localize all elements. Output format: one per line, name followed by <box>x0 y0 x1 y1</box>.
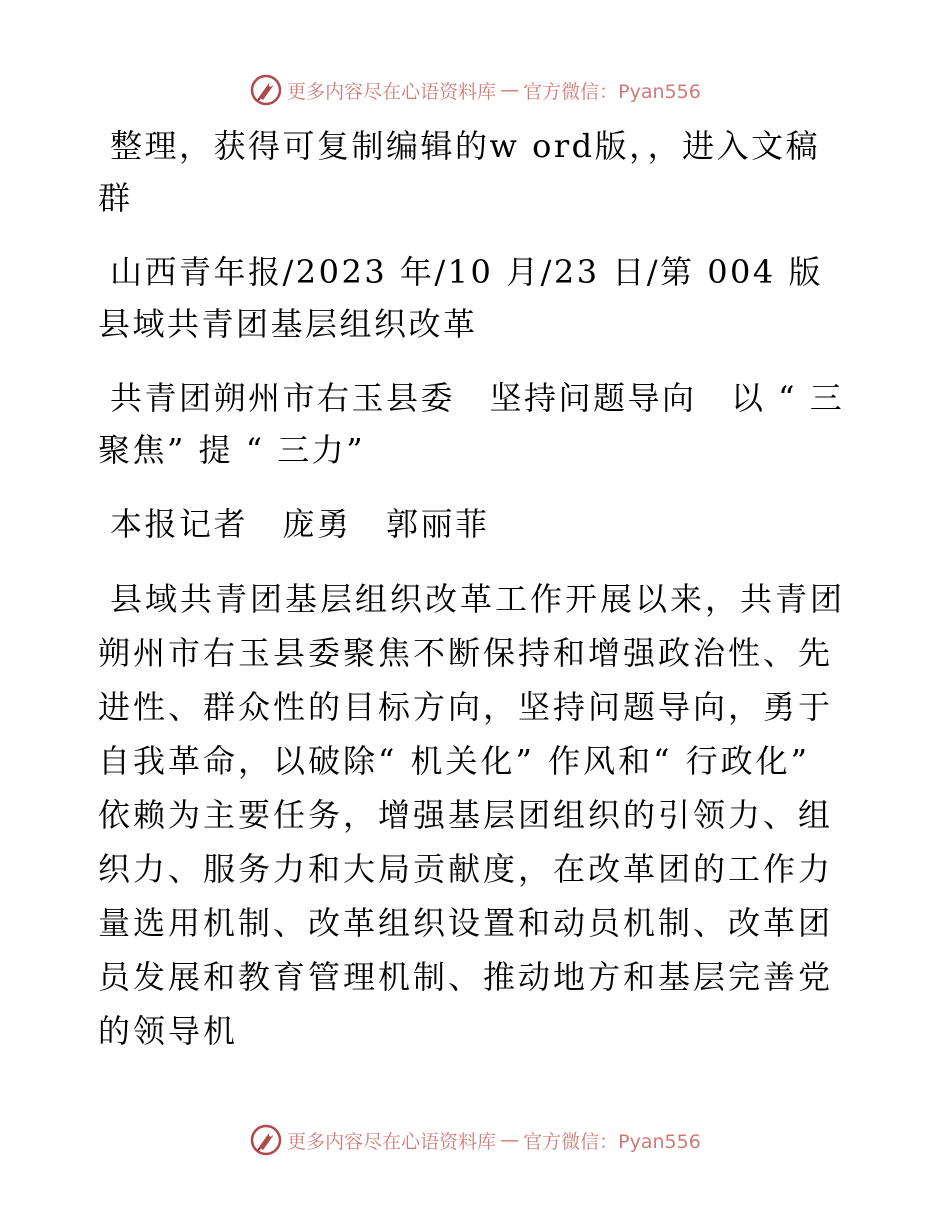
watermark-text: 更多内容尽在心语资料库 <box>287 80 497 103</box>
watermark-wechat: 官方微信：Pyan556 <box>523 1130 701 1153</box>
footer-watermark <box>0 1120 950 1160</box>
paragraph-intro: 整理，获得可复制编辑的w ord版，，进入文稿群 <box>98 127 821 217</box>
watermark-text: 更多内容尽在心语资料库 <box>287 1130 497 1153</box>
watermark-separator: — <box>500 1129 520 1151</box>
paragraph-headline: 共青团朔州市右玉县委 坚持问题导向 以 “ 三聚焦” 提 “ 三力” <box>98 379 845 469</box>
pen-logo-icon <box>249 73 283 107</box>
paragraph-source: 山西青年报/2023 年/10 月/23 日/第 004 版县域共青团基层组织改革 <box>98 253 823 343</box>
watermark-separator: — <box>500 79 520 101</box>
watermark-inner <box>249 1123 701 1157</box>
document-body <box>98 120 853 1080</box>
pen-logo-icon <box>249 1123 283 1157</box>
header-watermark <box>0 70 950 110</box>
paragraph-byline: 本报记者 庞勇 郭丽菲 <box>110 505 490 543</box>
watermark-wechat: 官方微信：Pyan556 <box>523 80 701 103</box>
paragraph-body: 县域共青团基层组织改革工作开展以来，共青团朔州市右玉县委聚焦不断保持和增强政治性、先进性、群众性的目标方向，坚持问题导向，勇于自我革命，以破除“ 机关化” 作风和“ 行政化” 依赖为主要任务，增强基层团组织的引领力、组织力、服务力和大局贡献度，在改革团的工作力量选用机制、改革组织设置和动员机制、改革团员发展和教育管理机制、推动地方和基层完善党的领导机 <box>98 580 846 1050</box>
watermark-inner <box>249 73 701 107</box>
